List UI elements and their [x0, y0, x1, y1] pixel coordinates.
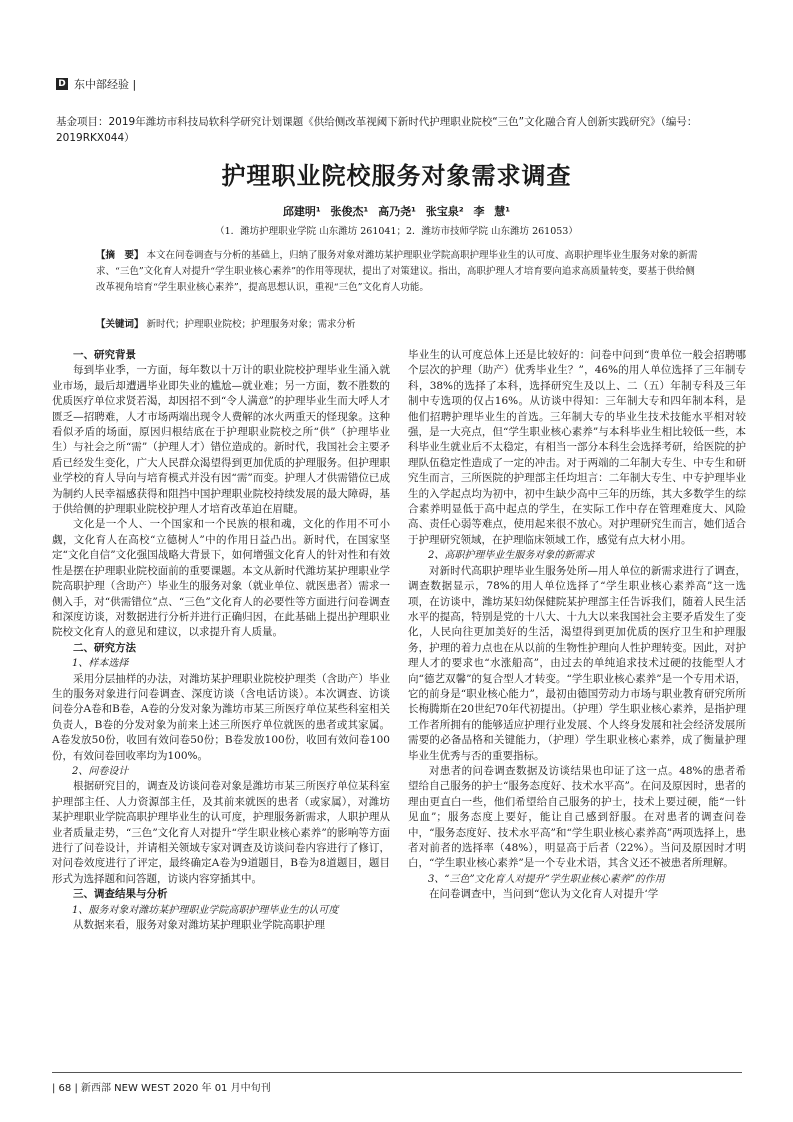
journal-header — [56, 76, 136, 92]
page-footer: | 68 | 新西部 NEW WEST 2020 年 01 月中旬刊 — [52, 1072, 742, 1094]
paper-title: 护理职业院校服务对象需求调查 — [221, 162, 572, 190]
authors: 邱建明¹ 张俊杰¹ 高乃尧¹ 张宝泉² 李 慧¹ — [282, 205, 511, 218]
body-paragraph: 对患者的问卷调查数据及访谈结果也印证了这一点。48%的患者希望给自己服务的护士“服务态度好、技术水平高”。在问及原因时，患者的理由更直白一些，他们希望给自己服务的护士，技术上要过硬，能“一针见血”；服务态度上要好，能让自己感到舒服。在对患者的调查问卷中，“服务态度好、技术水平高”和“学生职业核心素养高”两项选择上，患者对前者的选择率（48%），明显高于后者（22%）。当问及原因时才明白，“学生职业核心素养”是一个专业术语，其含义还不被患者所理解。 — [408, 764, 746, 870]
right-column — [408, 348, 746, 903]
keywords — [96, 316, 702, 330]
keywords-label: 【关键词】 — [96, 319, 144, 330]
fund-note: 基金项目：2019年潍坊市科技局软科学研究计划课题《供给侧改革视阈下新时代护理职业院校“三色”文化融合育人创新实践研究》（编号：2019RKX044） — [56, 116, 698, 144]
body-paragraph: 毕业生的认可度总体上还是比较好的：问卷中问到“贵单位一般会招聘哪个层次的护理（助产）优秀毕业生？”，46%的用人单位选择了三年制专科，38%的选择了本科，选择研究生及以上、二（五）年制专科及三年制中专选项的仅占16%。从访谈中得知：三年制大专和四年制本科，是他们招聘护理毕业生的首选。三年制大专的毕业生技术技能水平相对较强，是一大亮点，但“学生职业核心素养”与本科毕业生相比较低一些，本科毕业生就业后不太稳定，有相当一部分本科生会选择考研，给医院的护理队伍稳定性造成了一定的冲击。对于两端的二年制大专生、中专生和研究生而言，三所医院的护理部主任均坦言：二年制大专生、中专护理毕业生的入学起点均为初中，初中生缺少高中三年的历练，其大多数学生的综合素养明显低于高中起点的学生，在实际工作中存在管理难度大、风险高、责任心弱等难点，使用起来很不放心。对护理研究生而言，她们适合于护理研究领域，在护理临床领域工作，感觉有点大材小用。 — [408, 349, 746, 546]
section-heading: 1、服务对象对潍坊某护理职业学院高职护理毕业生的认可度 — [72, 904, 339, 916]
section-heading: 二、研究方法 — [73, 641, 136, 654]
journal-logo: D — [56, 78, 68, 90]
section-heading: 2、问卷设计 — [72, 765, 129, 777]
body-paragraph: 文化是一个人、一个国家和一个民族的根和魂，文化的作用不可小觑，文化育人在高校“立德树人”中的作用日益凸出。新时代，在国家坚定“文化自信”文化强国战略大背景下，如何增强文化育人的针对性和有效性是摆在护理职业院校面前的重要课题。本文从新时代潍坊某护理职业学院高职护理（含助产）毕业生的服务对象（就业单位、就医患者）需求一侧入手，对“供需错位”点、“三色”文化育人的必要性等方面进行问卷调查和深度访谈，对数据进行分析并进行正确归因，在此基础上提出护理职业院校文化育人的意见和建议，以求提升育人质量。 — [52, 518, 390, 639]
body-paragraph: 在问卷调查中，当问到“您认为文化育人对提升‘学 — [429, 888, 659, 901]
section-heading: 2、高职护理毕业生服务对象的新需求 — [428, 550, 595, 562]
section-name: 东中部经验 | — [74, 78, 137, 91]
left-column — [52, 348, 390, 933]
body-paragraph: 对新时代高职护理毕业生服务处所—用人单位的新需求进行了调查，调查数据显示，78%的用人单位选择了“学生职业核心素养高”这一选项，在访谈中，潍坊某妇幼保健院某护理部主任告诉我们，随着人民生活水平的提高，特别是党的十八大、十九大以来我国社会主要矛盾发生了变化，人民向往更加美好的生活，渴望得到更加优质的医疗卫生和护理服务，护理的着力点也在从以前的生物性护理向人性护理转变。因此，对护理人才的要求也“水涨船高”，由过去的单纯追求技术过硬的技能型人才向“德艺双馨”的复合型人才转变。“学生职业核心素养”是一个专用术语，它的前身是“职业核心能力”，最初由德国劳动力市场与职业教育研究所所长梅腾斯在20世纪70年代初提出。（护理）学生职业核心素养，是指护理工作者所拥有的能够适应护理行业发展、个人终身发展和社会经济发展所需要的必备品格和关键能力，（护理）学生职业核心素养，成了衡量护理毕业生优秀与否的重要指标。 — [408, 564, 746, 762]
body-paragraph: 根据研究目的，调查及访谈问卷对象是潍坊市某三所医疗单位某科室护理部主任、人力资源部主任，及其前来就医的患者（或家属），对潍坊某护理职业学院高职护理毕业生的认可度，护理服务新需求，人职护理从业者质量走势，“三色”文化育人对提升“学生职业核心素养”的影响等方面进行了问卷设计，并请相关领域专家对调查及访谈问卷内容进行了修订，对问卷效度进行了评定，最终确定A卷为9道题目，B卷为8道题目，题目形式为选择题和问答题，访谈内容穿插其中。 — [52, 780, 390, 885]
body-paragraph: 从数据来看，服务对象对潍坊某护理职业学院高职护理 — [73, 919, 325, 932]
body-paragraph: 每到毕业季，一方面，每年数以十万计的职业院校护理毕业生涌入就业市场，最后却遭遇毕业即失业的尴尬—就业难；另一方面，数不胜数的优质医疗单位求贤若渴，却因招不到“令人满意”的护理毕业生而大呼人才匮乏—招聘难，人才市场两端出现令人费解的冰火两重天的怪现象。这种看似矛盾的场面，原因归根结底在于护理职业院校之所“供”（护理毕业生）与社会之所“需”（护理人才）错位造成的。新时代，我国社会主要矛盾已经发生变化，广大人民群众渴望得到更加优质的护理服务。但护理职业学校的育人导向与培育模式并没有因“需”而变。护理人才供需错位已成为制约人民幸福感获得和阻挡中国护理职业院校持续发展的最大障碍，基于供给侧的护理职业院校护理人才培育改革迫在眉睫。 — [52, 364, 390, 516]
body-paragraph: 采用分层抽样的办法，对潍坊某护理职业院校护理类（含助产）毕业生的服务对象进行问卷调查、深度访谈（含电话访谈）。本次调查、访谈问卷分A卷和B卷，A卷的分发对象为潍坊市某三所医疗单位某些科室相关负责人，B卷的分发对象为前来上述三所医疗单位就医的患者或其家属。A卷发放50份，收回有效问卷50份；B卷发放100份，收回有效问卷100份，有效问卷回收率均为100%。 — [52, 672, 390, 762]
keywords-text: 新时代；护理职业院校；护理服务对象；需求分析 — [146, 319, 356, 330]
abstract-label: 【摘 要】 — [96, 250, 144, 261]
section-heading: 一、研究背景 — [73, 349, 136, 361]
abstract — [96, 248, 702, 296]
abstract-text: 本文在问卷调查与分析的基础上，归纳了服务对象对潍坊某护理职业学院高职护理毕业生的认可度、高职护理毕业生服务对象的新需求、“三色”文化育人对提升“学生职业核心素养”的作用等现状，提出了对策建议。指出，高职护理人才培育要向追求高质量转变，要基于供给侧改革视角培育“学生职业核心素养”，提高思想认识，重视“三色”文化育人功能。 — [96, 250, 698, 293]
affiliation: （1．潍坊护理职业学院 山东潍坊 261041；2．潍坊市技师学院 山东潍坊 261053） — [215, 226, 578, 237]
section-heading: 1、样本选择 — [72, 658, 129, 670]
section-heading: 3、“三色”文化育人对提升“学生职业核心素养”的作用 — [428, 873, 665, 885]
section-heading: 三、调查结果与分析 — [73, 888, 168, 901]
